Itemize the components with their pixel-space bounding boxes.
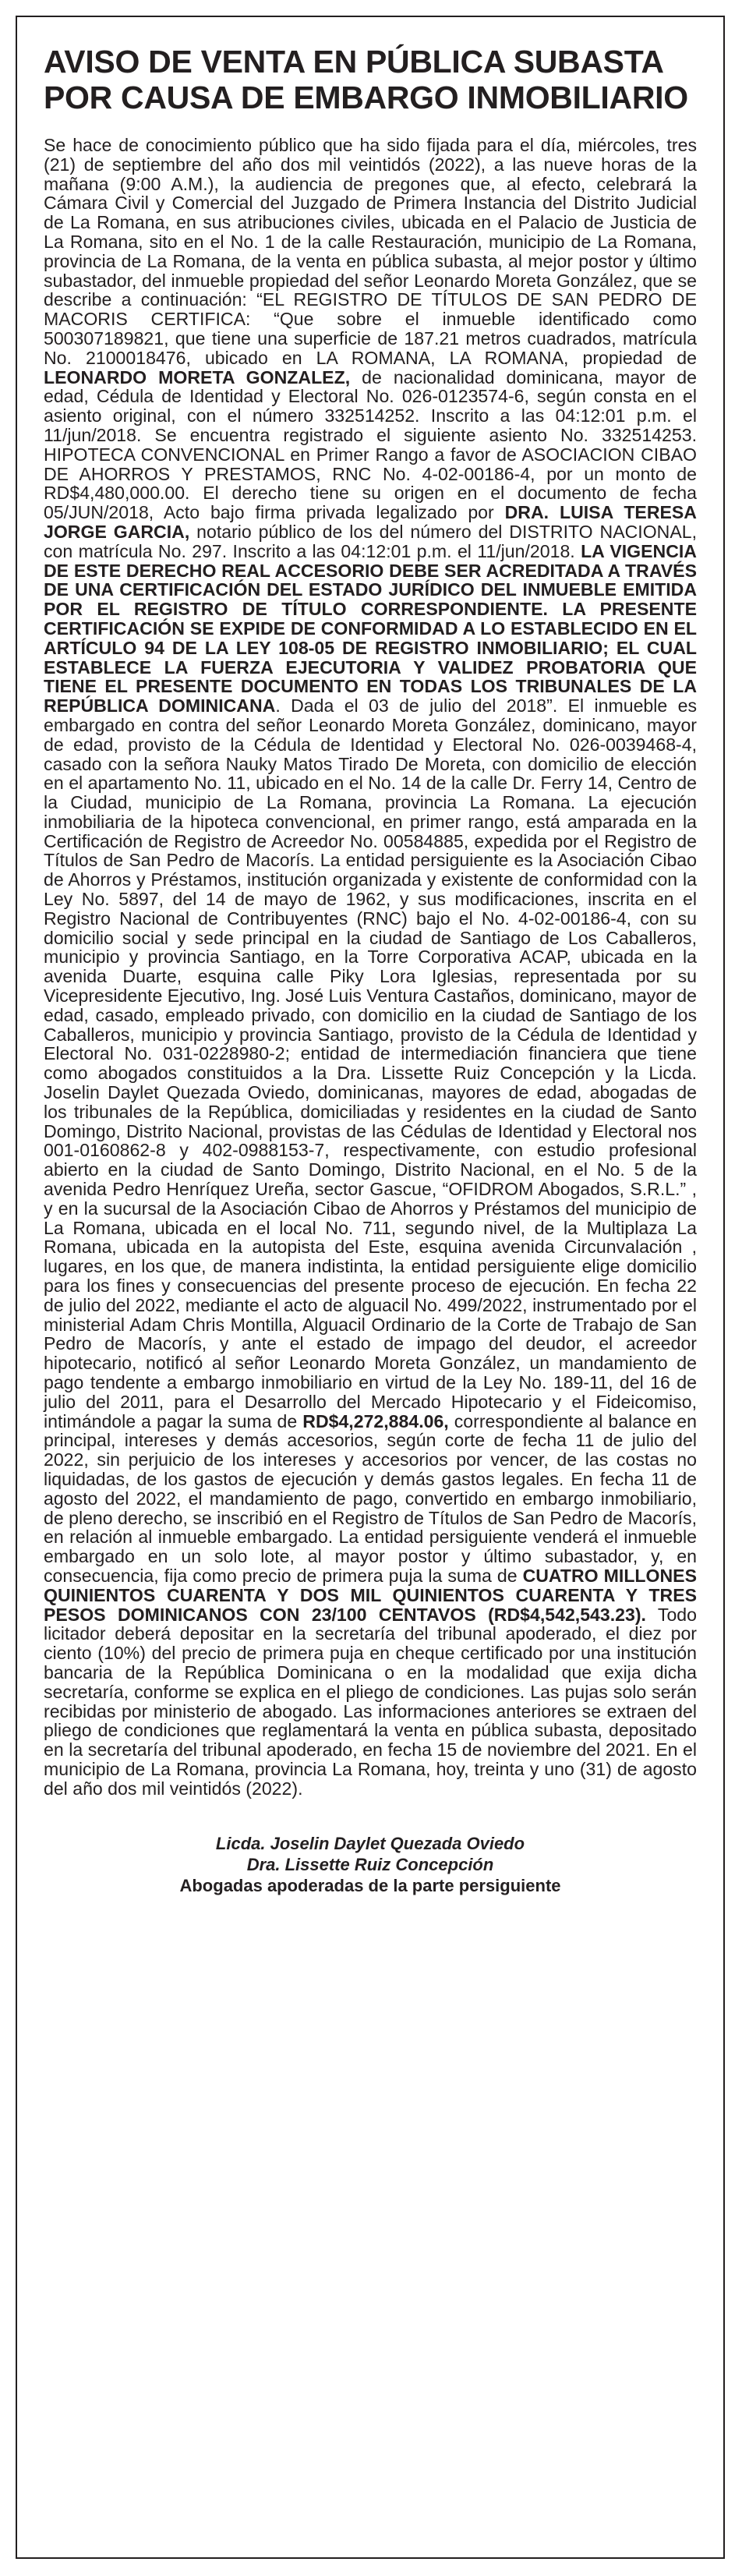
body-segment-bold: DRA. LUISA TERESA JORGE GARCIA,: [44, 502, 697, 542]
body-segment: Todo licitador deberá depositar en la secretaría del tribunal apoderado, el diez por ciento (10%) del precio de primera puja en cheque certificado por una institución bancaria de la República Dominicana o en la modalidad que exija dicha secretaría, conforme se explica en el pliego de condiciones. Las pujas solo serán recibidas por ministerio de abogado. Las informaciones anteriores se extraen del pliego de condiciones que reglamentará la venta en pública subasta, depositado en la secretaría del tribunal apoderado, en fecha 15 de noviembre del 2021. En el municipio de La Romana, provincia La Romana, hoy, treinta y uno (31) de agosto del año dos mil veintidós (2022).: [44, 1604, 697, 1799]
notice-title: [44, 44, 697, 115]
notice-body: [44, 136, 697, 1799]
signature-role: Abogadas apoderadas de la parte persiguiente: [179, 1875, 561, 1895]
body-segment-bold: CUATRO MILLONES QUINIENTOS CUARENTA Y DOS MIL QUINIENTOS CUARENTA Y TRES PESOS DOMINICANOS CON 23/100 CENTAVOS (RD$4,542,543.23).: [44, 1565, 697, 1625]
body-segment: . Dada el 03 de julio del 2018”. El inmueble es embargado en contra del señor Leonardo Moreta González, dominicano, mayor de edad, provisto de la Cédula de Identidad y Electoral No. 026-0039468-4, casado con la señora Nauky Matos Tirado De Moreta, con domicilio de elección en el apartamento No. 11, ubicado en el No. 14 de la calle Dr. Ferry 14, Centro de la Ciudad, municipio de La Romana, provincia La Romana. La ejecución inmobiliaria de la hipoteca convencional, en primer rango, está amparada en la Certificación de Registro de Acreedor No. 00584885, expedida por el Registro de Títulos de San Pedro de Macorís. La entidad persiguiente es la Asociación Cibao de Ahorros y Préstamos, institución organizada y existente de conformidad con la Ley No. 5897, del 14 de mayo de 1962, y sus modificaciones, inscrita en el Registro Nacional de Contribuyentes (RNC) bajo el No. 4-02-00186-4, con su domicilio social y sede principal en la ciudad de Santiago de Los Caballeros, municipio y provincia Santiago, en la Torre Corporativa ACAP, ubicada en la avenida Duarte, esquina calle Piky Lora Iglesias, representada por su Vicepresidente Ejecutivo, Ing. José Luis Ventura Castaños, dominicano, mayor de edad, casado, empleado privado, con domicilio en la ciudad de Santiago de los Caballeros, municipio y provincia Santiago, provisto de la Cédula de Identidad y Electoral No. 031-0228980-2; entidad de intermediación financiera que tiene como abogados constituidos a la Dra. Lissette Ruiz Concepción y la Licda. Joselin Daylet Quezada Oviedo, dominicanas, mayores de edad, abogadas de los tribunales de la República, domiciliadas y residentes en la ciudad de Santo Domingo, Distrito Nacional, provistas de las Cédulas de Identidad y Electoral nos 001-0160862-8 y 402-0988153-7, respectivamente, con estudio profesional abierto en la ciudad de Santo Domingo, Distrito Nacional, en el No. 5 de la avenida Pedro Henríquez Ureña, sector Gascue, “OFIDROM Abogados, S.R.L.” , y en la sucursal de la Asociación Cibao de Ahorros y Préstamos del municipio de La Romana, ubicada en el local No. 711, segundo nivel, de la Multiplaza La Romana, ubicada en la autopista del Este, esquina avenida Circunvalación , lugares, en los que, de manera indistinta, la entidad persiguiente elige domicilio para los fines y consecuencias del presente proceso de ejecución. En fecha 22 de julio del 2022, mediante el acto de alguacil No. 499/2022, instrumentado por el ministerial Adam Chris Montilla, Alguacil Ordinario de la Corte de Trabajo de San Pedro de Macorís, y ante el estado de impago del deudor, el acreedor hipotecario, notificó al señor Leonardo Moreta González, un mandamiento de pago tendente a embargo inmobiliario en virtud de la Ley No. 189-11, del 16 de julio del 2011, para el Desarrollo del Mercado Hipotecario y el Fideicomiso, intimándole a pagar la suma de: [44, 695, 698, 1431]
signature-name-2: Dra. Lissette Ruiz Concepción: [246, 1854, 494, 1874]
body-segment: Se hace de conocimiento público que ha sido fijada para el día, miércoles, tres (21) de septiembre del año dos mil veintidós (2022), a las nueve horas de la mañana (9:00 A.M.), la audiencia de pregones que, al efecto, celebrará la Cámara Civil y Comercial del Juzgado de Primera Instancia del Distrito Judicial de La Romana, en sus atribuciones civiles, ubicada en el Palacio de Justicia de La Romana, sito en el No. 1 de la calle Restauración, municipio de La Romana, provincia de La Romana, de la venta en pública subasta, al mejor postor y último subastador, del inmueble propiedad del señor Leonardo Moreta González, que se describe a continuación: “EL REGISTRO DE TÍTULOS DE SAN PEDRO DE MACORIS CERTIFICA: “Que sobre el inmueble identificado como 500307189821, que tiene una superficie de 187.21 metros cuadrados, matrícula No. 2100018476, ubicado en LA ROMANA, LA ROMANA, propiedad de: [44, 135, 697, 368]
body-segment: de nacionalidad dominicana, mayor de edad, Cédula de Identidad y Electoral No. 026-0123574-6, según consta en el asiento original, con el número 332514252. Inscrito a las 04:12:01 p.m. el 11/jun/2018. Se encuentra registrado el siguiente asiento No. 332514253. HIPOTECA CONVENCIONAL en Primer Rango a favor de ASOCIACION CIBAO DE AHORROS Y PRESTAMOS, RNC No. 4-02-00186-4, por un monto de RD$4,480,000.00. El derecho tiene su origen en el documento de fecha 05/JUN/2018, Acto bajo firma privada legalizado por: [44, 366, 697, 523]
notice-title-line-1: AVISO DE VENTA EN PÚBLICA SUBASTA: [44, 44, 664, 80]
body-segment-bold: RD$4,272,884.06,: [302, 1410, 449, 1431]
body-segment-bold: LA VIGENCIA DE ESTE DERECHO REAL ACCESORIO DEBE SER ACREDITADA A TRAVÉS DE UNA CERTIFICACIÓN DEL ESTADO JURÍDICO DEL INMUEBLE EMITIDA POR EL REGISTRO DE TÍTULO CORRESPONDIENTE. LA PRESENTE CERTIFICACIÓN SE EXPIDE DE CONFORMIDAD A LO ESTABLECIDO EN EL ARTÍCULO 94 DE LA LEY 108-05 DE REGISTRO INMOBILIARIO; EL CUAL ESTABLECE LA FUERZA EJECUTORIA Y VALIDEZ PROBATORIA QUE TIENE EL PRESENTE DOCUMENTO EN TODAS LOS TRIBUNALES DE LA REPÚBLICA DOMINICANA: [44, 540, 697, 717]
body-segment: correspondiente al balance en principal, intereses y demás accesorios, según corte de fecha 11 de julio del 2022, sin perjuicio de los intereses y accesorios por vencer, de las costas no liquidadas, de los gastos de ejecución y demás gastos legales. En fecha 11 de agosto del 2022, el mandamiento de pago, convertido en embargo inmobiliario, de pleno derecho, se inscribió en el Registro de Títulos de San Pedro de Macorís, en relación al inmueble embargado. La entidad persiguiente venderá el inmueble embargado en un solo lote, al mayor postor y último subastador, y, en consecuencia, fija como precio de primera puja la suma de: [44, 1410, 697, 1586]
auction-notice: [16, 16, 725, 2559]
signature-block: [44, 1833, 697, 1896]
notice-title-line-2: POR CAUSA DE EMBARGO INMOBILIARIO: [44, 80, 688, 115]
signature-name-1: Licda. Joselin Daylet Quezada Oviedo: [215, 1833, 525, 1853]
body-segment: notario público de los del número del DISTRITO NACIONAL, con matrícula No. 297. Inscrito a las 04:12:01 p.m. el 11/jun/2018.: [44, 521, 697, 561]
body-segment-bold: LEONARDO MORETA GONZALEZ,: [44, 366, 351, 387]
